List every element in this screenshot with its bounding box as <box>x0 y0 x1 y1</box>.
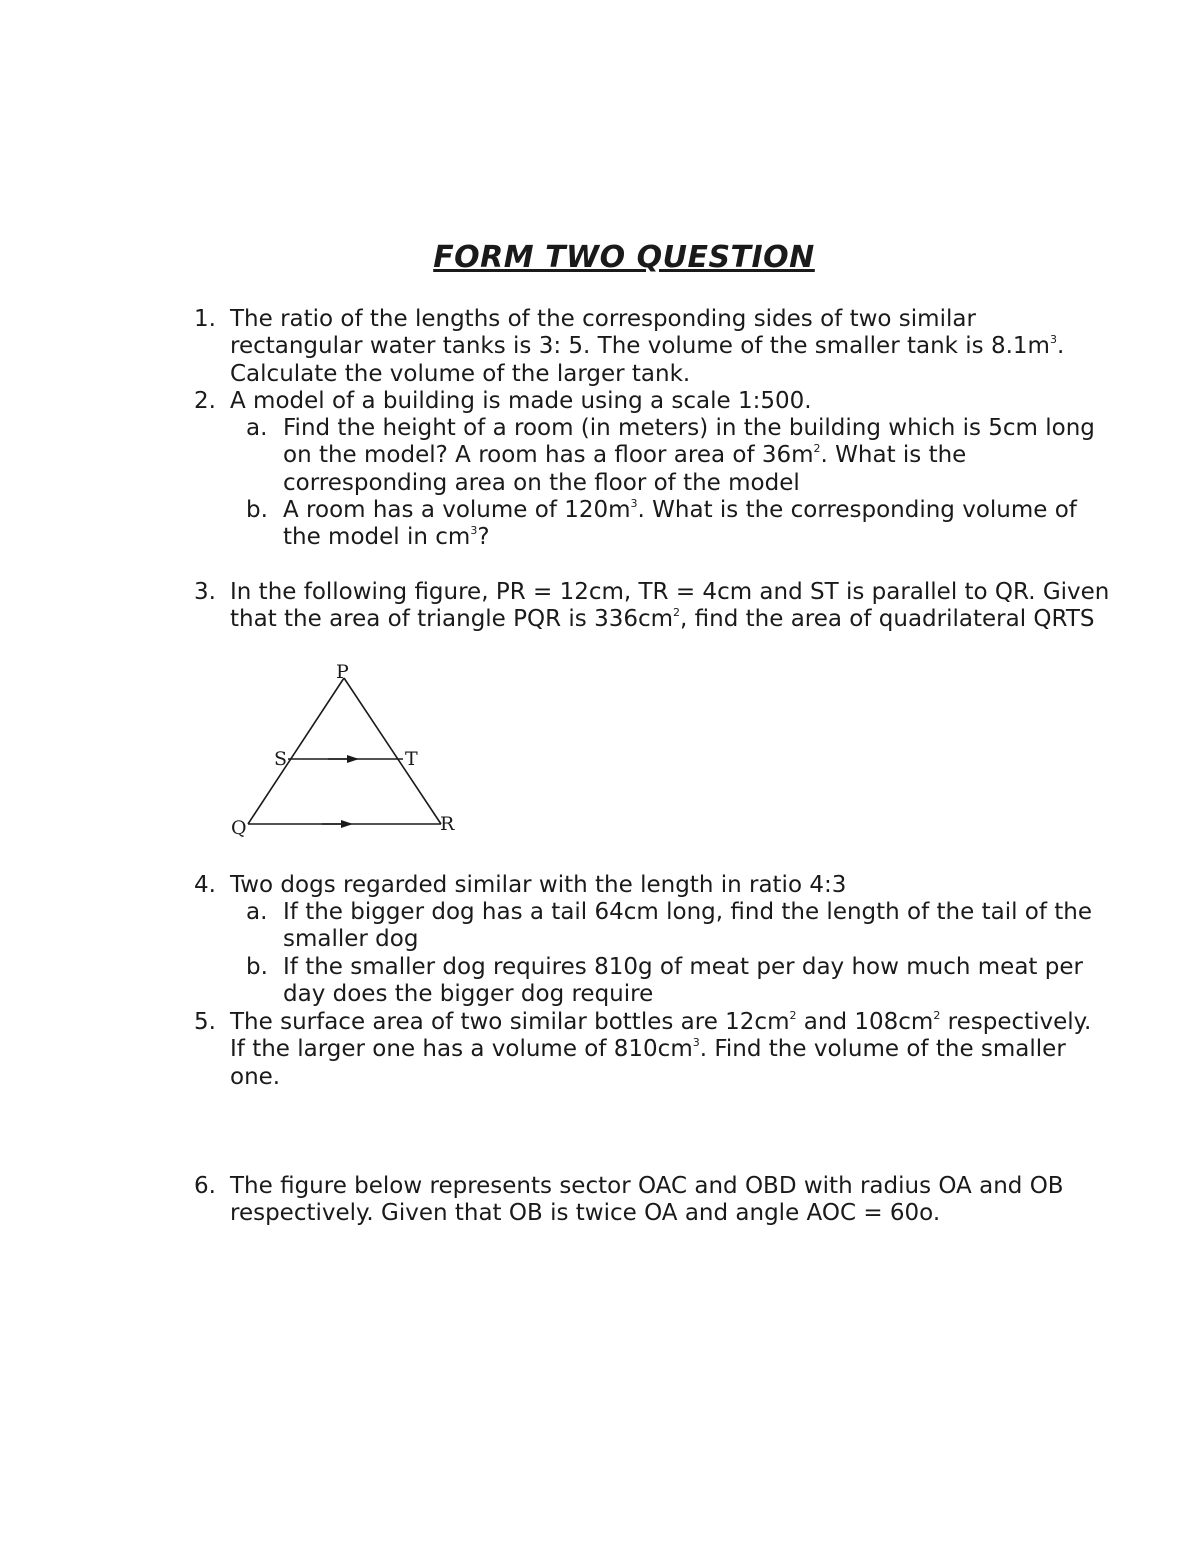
label-q: Q <box>231 817 247 839</box>
question-text <box>230 1009 1110 1091</box>
label-r: R <box>440 813 455 835</box>
superscript: 2 <box>673 606 681 620</box>
question-number: 6. <box>194 1173 216 1199</box>
superscript: 2 <box>933 1009 941 1022</box>
question-number: 4. <box>194 872 216 898</box>
question-text: The figure below represents sector OAC and OBD with radius OA and OB respectively. Given that OB is twice OA and angle AOC = 60o. <box>230 1173 1064 1227</box>
text-segment: , find the area of quadrilateral QRTS <box>680 606 1095 633</box>
page-title: FORM TWO QUESTION <box>433 240 815 275</box>
superscript: 3 <box>630 497 638 510</box>
superscript: 3 <box>692 1036 700 1050</box>
question-text <box>230 579 1110 634</box>
subquestion-text <box>283 415 1113 497</box>
text-segment: A room has a volume of 120m <box>283 497 631 523</box>
question-number: 2. <box>194 388 216 414</box>
subquestion-text: If the smaller dog requires 810g of meat per day how much meat per day does the bigger dog require <box>283 954 1083 1008</box>
text-segment: The surface area of two similar bottles are 12cm <box>230 1009 790 1035</box>
text-segment: The ratio of the lengths of the corresponding sides of two similar rectangular water tanks is 3: 5. The volume of the smaller tank is 8.1m <box>230 306 1050 360</box>
triangle-figure <box>228 658 468 843</box>
subquestion-letter: b. <box>246 497 268 523</box>
subquestion-text <box>283 497 1113 552</box>
label-p: P <box>336 661 349 683</box>
text-segment: and 108cm <box>796 1009 934 1035</box>
text-segment: In the following figure, PR = 12cm, TR = 4cm and ST is parallel to QR. Given that the area of triangle PQR is 336cm <box>230 579 1110 633</box>
superscript: 2 <box>789 1009 797 1022</box>
label-s: S <box>274 748 288 770</box>
superscript: 2 <box>813 442 821 456</box>
subquestion-letter: b. <box>246 954 268 980</box>
question-text: Two dogs regarded similar with the length in ratio 4:3 <box>230 872 847 898</box>
text-segment: respectively. If the larger one has a volume of 810cm <box>230 1009 1092 1063</box>
text-segment: . What is the corresponding area on the floor of the model <box>283 442 967 496</box>
side-pr <box>344 678 441 824</box>
question-number: 5. <box>194 1009 216 1035</box>
label-t: T <box>405 748 418 770</box>
text-segment: . Calculate the volume of the larger tank. <box>230 333 1065 387</box>
superscript: 3 <box>1049 333 1057 347</box>
text-segment: . Find the volume of the smaller one. <box>230 1036 1066 1090</box>
question-text <box>230 306 1110 388</box>
superscript: 3 <box>470 524 478 538</box>
text-segment: . What is the corresponding volume of the model in cm <box>283 497 1077 551</box>
question-number: 3. <box>194 579 216 605</box>
subquestion-letter: a. <box>246 415 268 441</box>
question-text: A model of a building is made using a scale 1:500. <box>230 388 812 414</box>
text-segment: ? <box>477 524 490 551</box>
subquestion-letter: a. <box>246 899 268 925</box>
side-pq <box>248 678 344 824</box>
question-number: 1. <box>194 306 216 332</box>
subquestion-text: If the bigger dog has a tail 64cm long, find the length of the tail of the smaller dog <box>283 899 1093 953</box>
text-segment: Find the height of a room (in meters) in the building which is 5cm long on the model? A room has a floor area of 36m <box>283 415 1095 469</box>
